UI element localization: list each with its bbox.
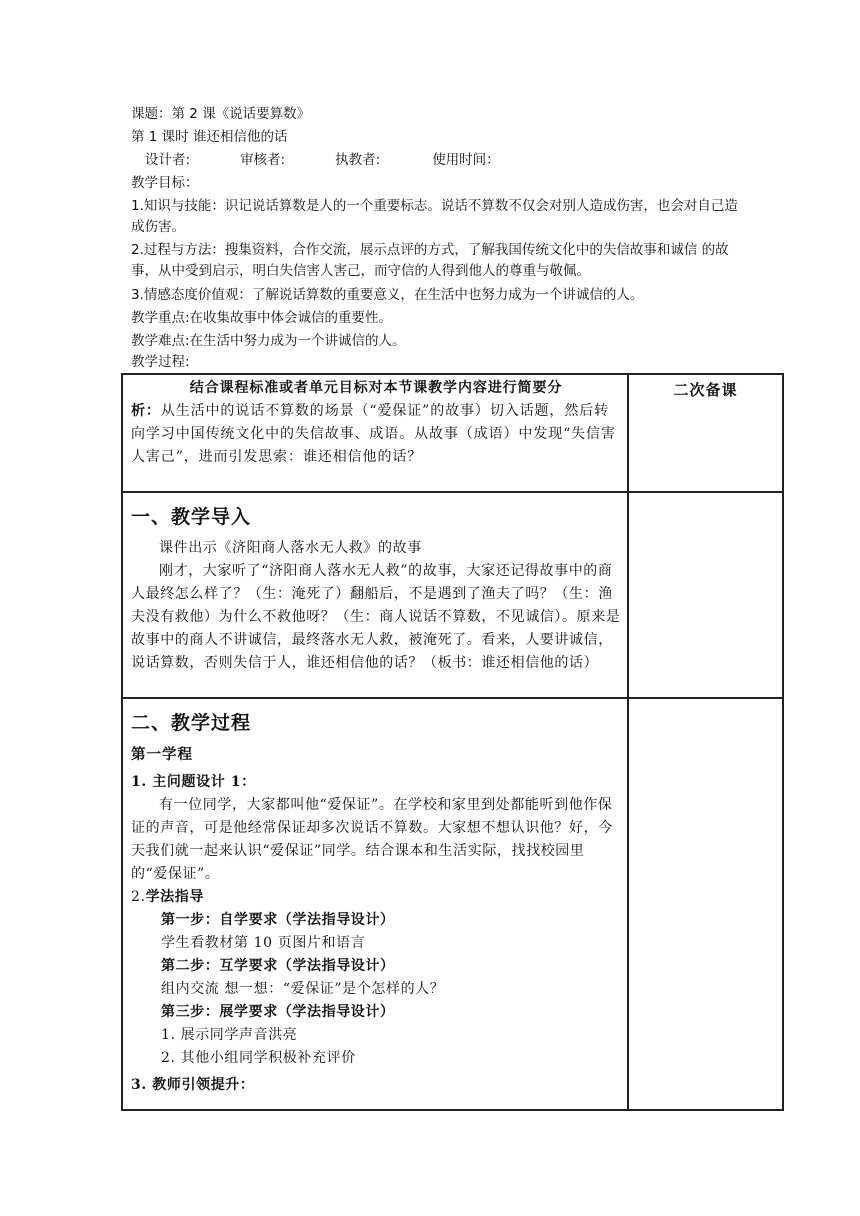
main-question-paragraph: 有一位同学，大家都叫他“爱保证”。在学校和家里到处都能听到他作保证的声音，可是他经常保证却多次说话不算数。大家想不想认识他？好，今天我们就一起来认识“爱保证”同学。结合课本和生活实际，找找校园里的“爱保证”。 — [131, 797, 613, 882]
intro-cell — [122, 492, 628, 698]
difficulty-point: 教学难点:在生活中努力成为一个讲诚信的人。 — [131, 333, 406, 349]
step3-body-2: 2. 其他小组同学积极补充评价 — [161, 1050, 356, 1066]
intro-line: 课件出示《济阳商人落水无人救》的故事 — [159, 540, 422, 556]
designer-label: 设计者: — [145, 152, 191, 168]
intro-paragraph: 刚才，大家听了“济阳商人落水无人救”的故事，大家还记得故事中的商人最终怎么样了？（生：淹死了）翻船后，不是遇到了渔夫了吗？（生：渔夫没有救他）为什么不救他呀？（生：商人说话不算数，不见诚信）。原来是故事中的商人不讲诚信，最终落水无人救，被淹死了。看来，人要讲诚信，说话算数，否则失信于人，谁还相信他的话？（板书：谁还相信他的话） — [131, 563, 621, 671]
side-header: 二次备课 — [673, 381, 738, 399]
analysis-cell — [122, 374, 628, 492]
goal-process: 2.过程与方法：搜集资料，合作交流，展示点评的方式，了解我国传统文化中的失信故事和诚信 的故事，从中受到启示，明白失信害人害己，而守信的人得到他人的尊重与敬佩。 — [131, 242, 729, 279]
analysis-title: 结合课程标准或者单元目标对本节课教学内容进行简要分 — [189, 380, 563, 396]
step2-body: 组内交流 想一想：“爱保证”是个怎样的人？ — [161, 981, 445, 997]
step1-body: 学生看教材第 10 页图片和语言 — [161, 935, 366, 951]
process-label: 教学过程: — [131, 354, 190, 370]
method-guide-item: 2.学法指导 — [131, 889, 204, 905]
goal-attitude: 3.情感态度价值观：了解说话算数的重要意义，在生活中也努力成为一个讲诚信的人。 — [131, 287, 644, 303]
lesson-period: 第 1 课时 谁还相信他的话 — [131, 129, 288, 145]
roles-line — [131, 150, 771, 171]
subheading-first-stage: 第一学程 — [131, 747, 193, 763]
goal-knowledge: 1.知识与技能：识记说话算数是人的一个重要标志。说话不算数不仅会对别人造成伤害，也会对自己造成伤害。 — [131, 198, 738, 235]
step3-body-1: 1. 展示同学声音洪亮 — [161, 1027, 298, 1043]
analysis-body: 析：从生活中的说话不算数的场景（“爱保证”的故事）切入话题，然后转向学习中国传统文化中的失信故事、成语。从故事（成语）中发现“失信害人害己”，进而引发思索：谁还相信他的话？ — [131, 403, 616, 465]
reviewer-label: 审核者: — [240, 152, 286, 168]
section-heading-intro: 一、教学导入 — [131, 506, 252, 528]
process-cell — [122, 698, 628, 1110]
side-notes-cell — [628, 374, 783, 492]
step2-title: 第二步：互学要求（学法指导设计） — [161, 958, 395, 974]
lesson-title: 课题：第 2 课《说话要算数》 — [131, 106, 311, 122]
goals-label: 教学目标： — [131, 175, 199, 191]
analysis-row — [122, 374, 783, 492]
lesson-table — [121, 373, 784, 1111]
side-notes-process — [628, 698, 783, 1110]
intro-row — [122, 492, 783, 698]
step3-title: 第三步：展学要求（学法指导设计） — [161, 1004, 395, 1020]
step1-title: 第一步：自学要求（学法指导设计） — [161, 912, 395, 928]
date-label: 使用时间： — [432, 152, 500, 168]
key-point: 教学重点:在收集故事中体会诚信的重要性。 — [131, 310, 393, 326]
section-heading-process: 二、教学过程 — [131, 712, 252, 734]
analysis-title-tail: 析： — [131, 403, 161, 419]
teacher-label: 执教者: — [335, 152, 381, 168]
process-row — [122, 698, 783, 1110]
main-question-item: 1. 主问题设计 1： — [131, 774, 256, 790]
side-notes-intro — [628, 492, 783, 698]
teacher-guide-item: 3. 教师引领提升： — [131, 1077, 255, 1093]
